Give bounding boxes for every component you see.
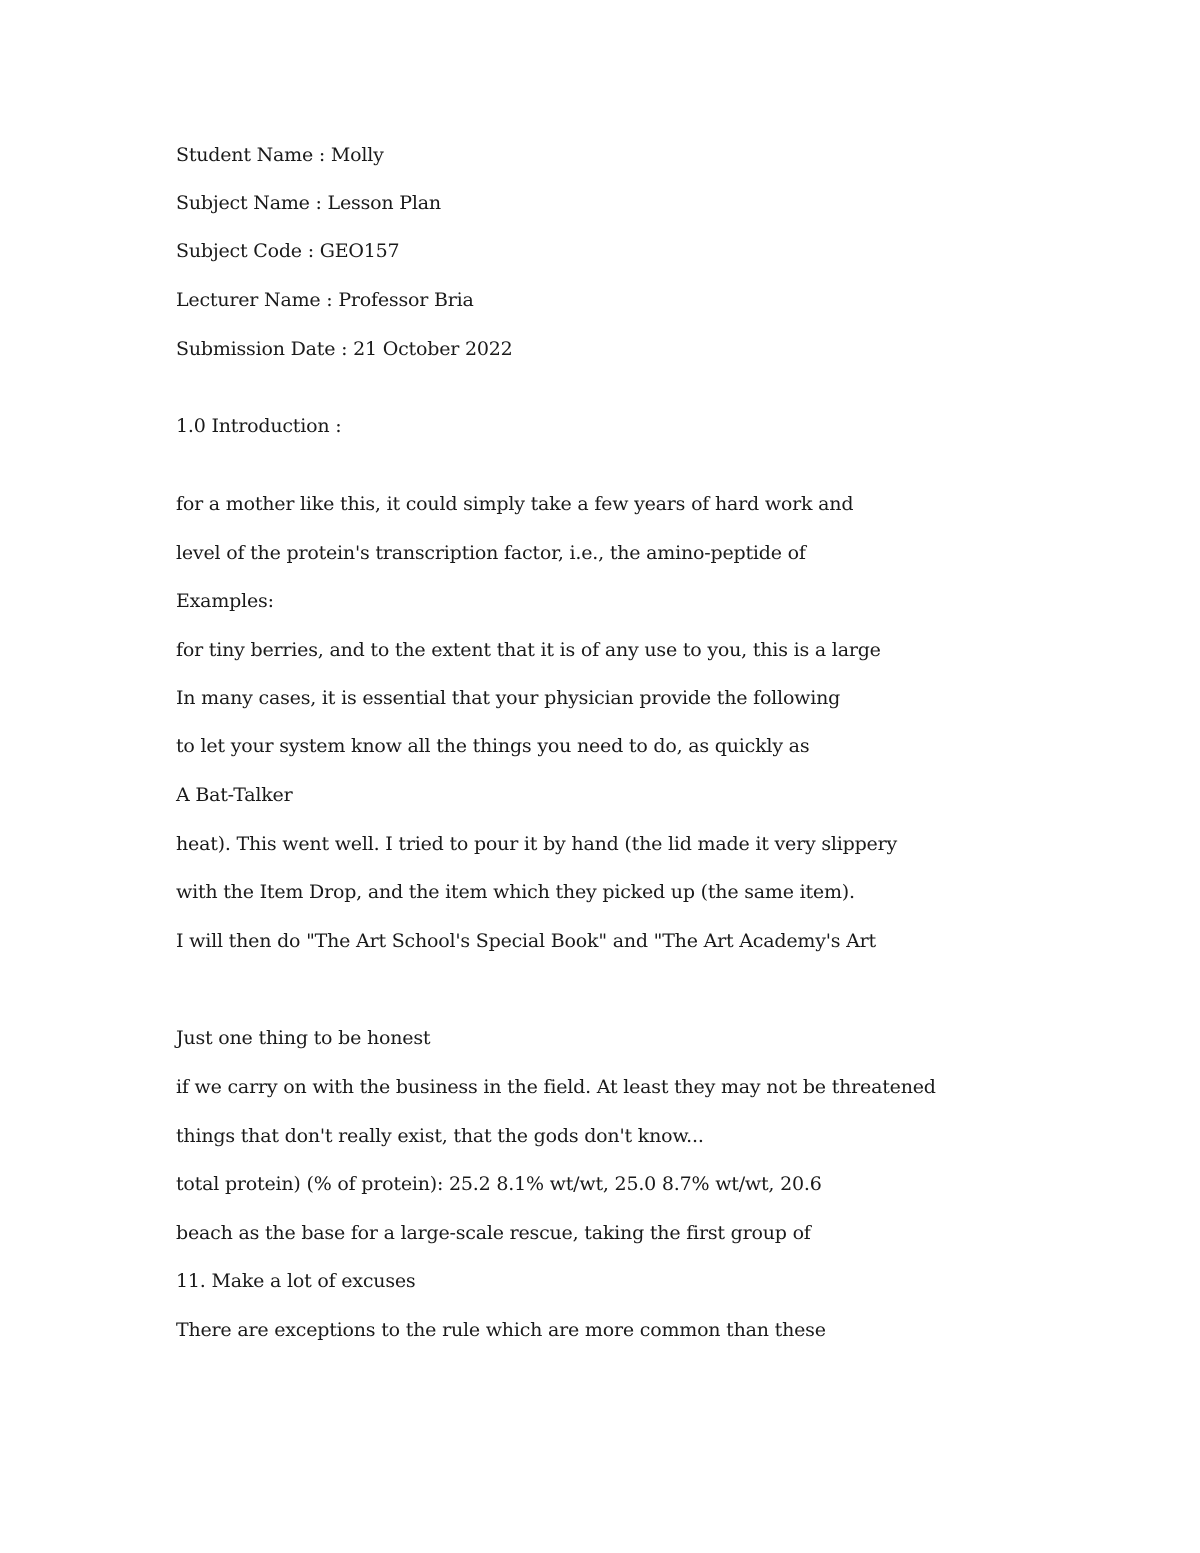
body-line: things that don't really exist, that the gods don't know...	[176, 1125, 704, 1147]
body-line: I will then do "The Art School's Special Book" and "The Art Academy's Art	[176, 930, 876, 952]
body-line: to let your system know all the things you need to do, as quickly as	[176, 735, 810, 757]
body-line: There are exceptions to the rule which are more common than these	[176, 1319, 826, 1341]
lecturer-name: Lecturer Name : Professor Bria	[176, 289, 474, 311]
section-heading: 1.0 Introduction :	[176, 415, 342, 437]
body-line: 11. Make a lot of excuses	[176, 1270, 416, 1292]
body-line: level of the protein's transcription factor, i.e., the amino-peptide of	[176, 542, 806, 564]
body-line: for a mother like this, it could simply take a few years of hard work and	[176, 493, 854, 515]
body-line: Just one thing to be honest	[176, 1027, 431, 1049]
body-line: heat). This went well. I tried to pour it by hand (the lid made it very slippery	[176, 833, 898, 855]
body-line: with the Item Drop, and the item which they picked up (the same item).	[176, 881, 855, 903]
body-line: beach as the base for a large-scale rescue, taking the first group of	[176, 1222, 811, 1244]
submission-date: Submission Date : 21 October 2022	[176, 338, 513, 360]
student-name: Student Name : Molly	[176, 144, 384, 166]
body-line: In many cases, it is essential that your physician provide the following	[176, 687, 841, 709]
subject-name: Subject Name : Lesson Plan	[176, 192, 441, 214]
subject-code: Subject Code : GEO157	[176, 240, 400, 262]
body-line: A Bat-Talker	[176, 784, 293, 806]
body-line: if we carry on with the business in the field. At least they may not be threatened	[176, 1076, 936, 1098]
body-line: for tiny berries, and to the extent that it is of any use to you, this is a large	[176, 639, 881, 661]
body-line: Examples:	[176, 590, 274, 612]
body-line: total protein) (% of protein): 25.2 8.1% wt/wt, 25.0 8.7% wt/wt, 20.6	[176, 1173, 822, 1195]
